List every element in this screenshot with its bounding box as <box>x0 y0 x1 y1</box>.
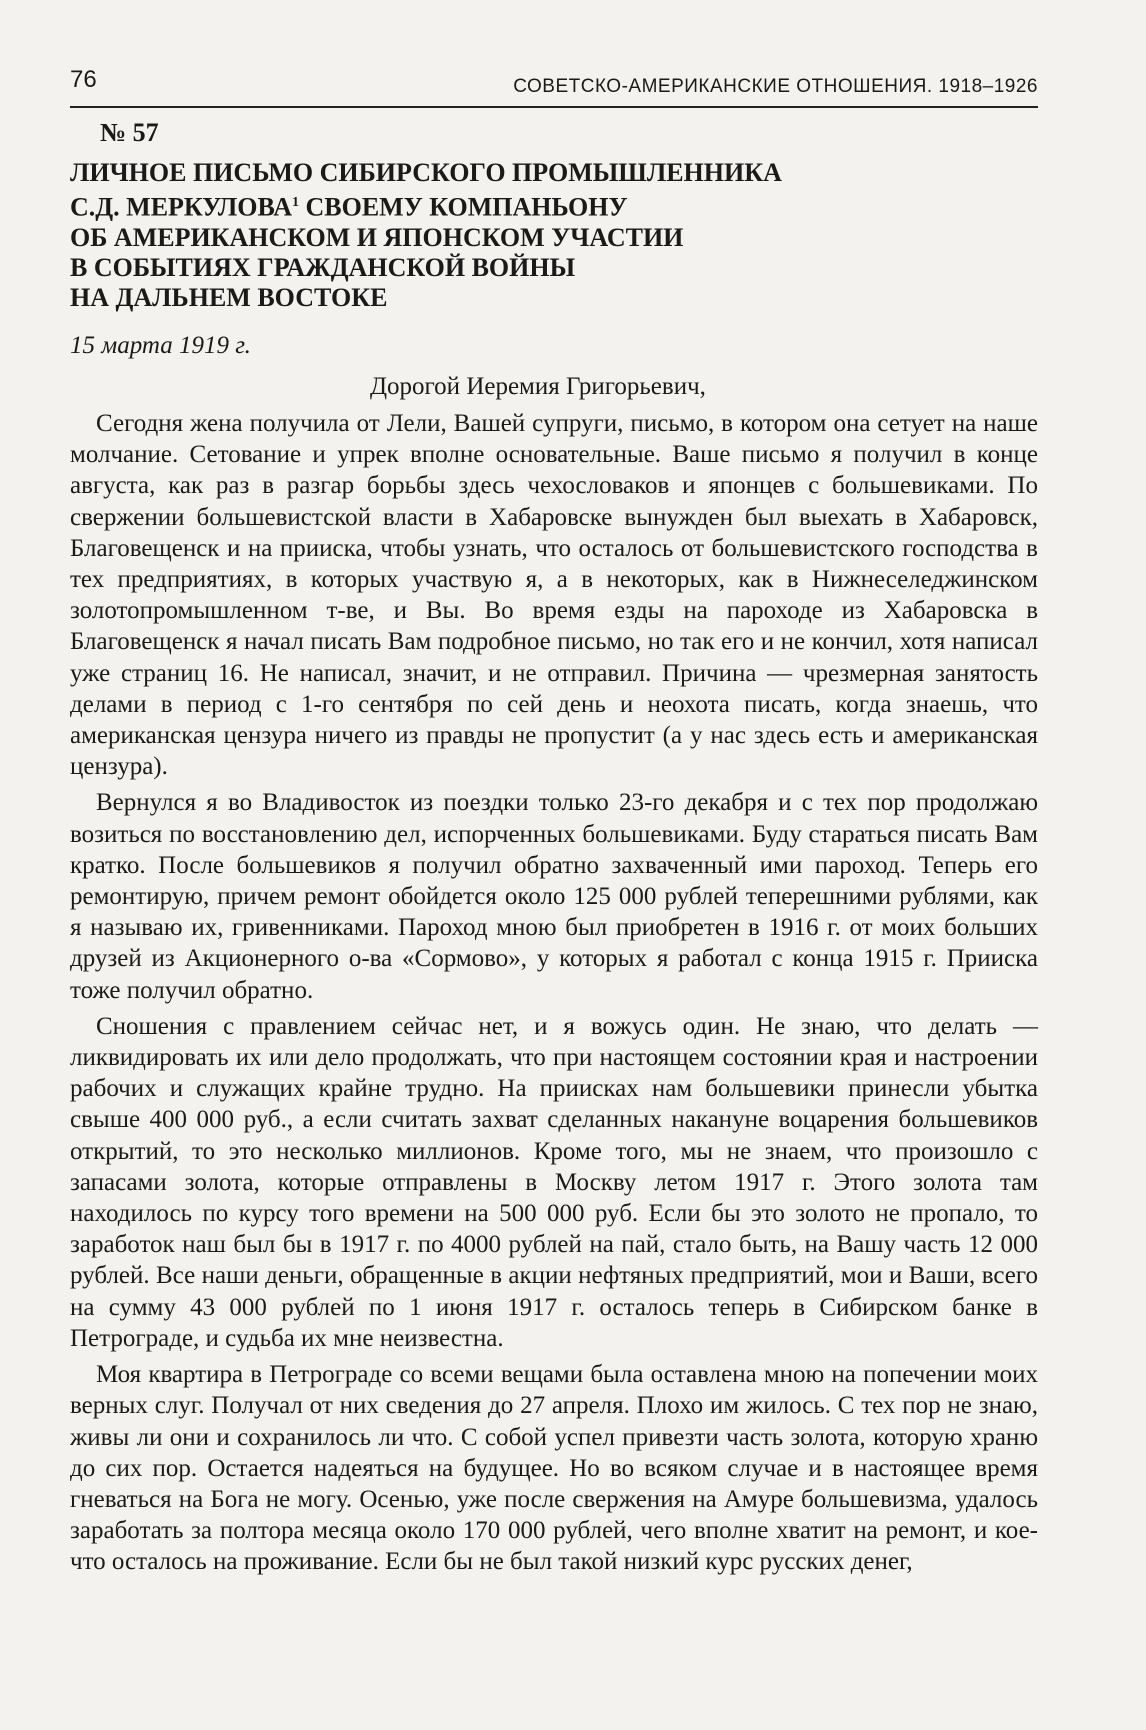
title-line: СВОЕМУ КОМПАНЬОНУ <box>305 192 628 222</box>
body-paragraph: Моя квартира в Петрограде со всеми вещами была оставлена мною на попечении моих верных слуг. Получал от них сведения до 27 апреля. Плохо им жилось. С тех пор не знаю, живы ли они и сохранилось ли что. С собой успел привезти часть золота, которую храню до сих пор. Остается надеяться на будущее. Но во всяком случае и в настоящее время гневаться на Бога не могу. Осенью, уже после свержения на Амуре большевизма, удалось заработать за полтора месяца около 170 000 рублей, чего вполне хватит на ремонт, и кое-что осталось на проживание. Если бы не был такой низкий курс русских денег, <box>70 1361 1038 1576</box>
title-line: В СОБЫТИЯХ ГРАЖДАНСКОЙ ВОЙНЫ <box>70 252 576 282</box>
body-paragraph: Сношения с правлением сейчас нет, и я вожусь один. Не знаю, что делать — ликвидировать их или дело продолжать, что при настоящем состоянии края и настроении рабочих и служащих крайне трудно. На приисках нам большевики принесли убытка свыше 400 000 руб., а если считать захват сделанных накануне воцарения большевиков открытий, то это несколько миллионов. Кроме того, мы не знаем, что произошло с запасами золота, которые отправлены в Москву летом 1917 г. Этого золота там находилось по курсу того времени на 500 000 руб. Если бы это золото не пропало, то заработок наш был бы в 1917 г. по 4000 рублей на пай, стало быть, на Вашу часть 12 000 рублей. Все наши деньги, обращенные в акции нефтяных предприятий, мои и Ваши, всего на сумму 43 000 рублей по 1 июня 1917 г. осталось теперь в Сибирском банке в Петрограде, и судьба их мне неизвестна. <box>70 1012 1038 1352</box>
title-line: ОБ АМЕРИКАНСКОМ И ЯПОНСКОМ УЧАСТИИ <box>70 222 684 252</box>
running-head: СОВЕТСКО-АМЕРИКАНСКИЕ ОТНОШЕНИЯ. 1918–1926 <box>513 76 1038 97</box>
letter-salutation: Дорогой Иеремия Григорьевич, <box>370 373 706 400</box>
page-header <box>70 64 1038 108</box>
body-paragraph: Вернулся я во Владивосток из поездки только 23-го декабря и с тех пор продолжаю возиться по восстановлению дел, испорченных большевиками. Буду стараться писать Вам кратко. После большевиков я получил обратно захваченный ими пароход. Теперь его ремонтирую, причем ремонт обойдется около 125 000 рублей теперешними рублями, как я называю их, гривенниками. Пароход мною был приобретен в 1916 г. от моих больших друзей из Акционерного о-ва «Сормово», у которых я работал с конца 1915 г. Прииска тоже получил обратно. <box>70 789 1038 1004</box>
document-number: № 57 <box>100 118 159 147</box>
title-line: ЛИЧНОЕ ПИСЬМО СИБИРСКОГО ПРОМЫШЛЕННИКА <box>70 158 782 187</box>
document-date: 15 марта 1919 г. <box>70 332 251 359</box>
page-number: 76 <box>70 66 97 93</box>
title-line: НА ДАЛЬНЕМ ВОСТОКЕ <box>70 282 388 312</box>
footnote-mark: 1 <box>292 195 299 210</box>
body-paragraph: Сегодня жена получила от Лели, Вашей супруги, письмо, в котором она сетует на наше молчание. Сетование и упрек вполне основательные. Ваше письмо я получил в конце августа, как раз в разгар борьбы здесь чехословаков и японцев с большевиками. По свержении большевистской власти в Хабаровске вынужден был выехать в Хабаровск, Благовещенск и на прииска, чтобы узнать, что осталось от большевистского господства в тех предприятиях, в которых участвую я, а в некоторых, как в Нижнеселеджинском золотопромышленном т-ве, и Вы. Во время езды на пароходе из Хабаровска в Благовещенск я начал писать Вам подробное письмо, но так его и не кончил, хотя написал уже страниц 16. Не написал, значит, и не отправил. Причина — чрезмерная занятость делами в период с 1-го сентября по сей день и неохота писать, когда знаешь, что американская цензура ничего из правды не пропустит (а у нас здесь есть и американская цензура). <box>70 410 1038 781</box>
document-title <box>70 158 970 313</box>
title-line: С.Д. МЕРКУЛОВА <box>70 192 292 222</box>
letter-body <box>70 408 1038 1583</box>
